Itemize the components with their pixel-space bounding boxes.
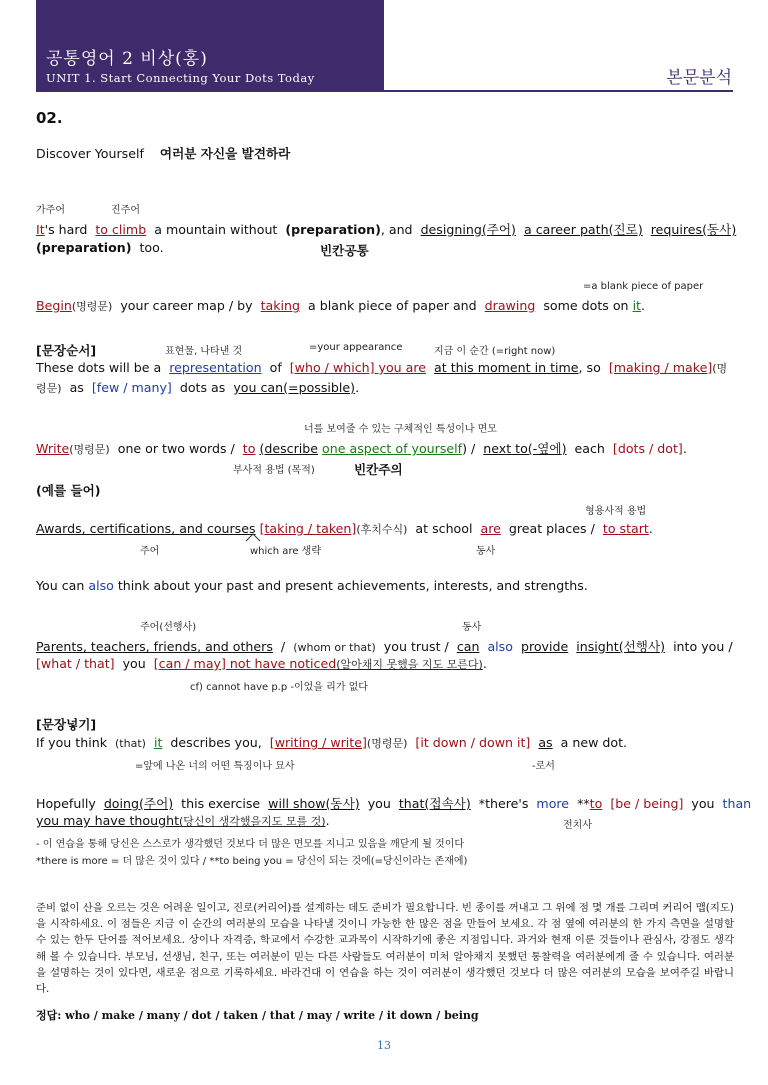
annotation: 형용사적 용법	[585, 506, 647, 517]
translation: *there is more = 더 많은 것이 있다 / **to being you = 당신이 되는 것에(=당신이라는 존재에)	[36, 856, 468, 867]
annotation: 지금 이 순간 (=right now)	[434, 346, 556, 357]
annotation: 동사	[462, 622, 482, 633]
sentence-4	[36, 438, 687, 457]
sentence-9-line-2	[36, 813, 330, 829]
annotation: 주어	[140, 546, 160, 557]
word: each	[574, 441, 605, 456]
word: describes you,	[170, 735, 262, 750]
word: .	[641, 298, 646, 313]
annotation: 표현물, 나타낸 것	[165, 346, 243, 357]
page-number: 13	[377, 1039, 391, 1052]
word-preparation: (preparation)	[285, 222, 381, 237]
annotation: =a blank piece of paper	[583, 281, 704, 292]
annotation: cf) cannot have p.p -이었을 리가 없다	[190, 682, 368, 693]
passage-title	[36, 143, 290, 162]
label-example: (예를 들어)	[36, 483, 101, 498]
word-preparation: (preparation)	[36, 240, 132, 255]
label-sentence-order: [문장순서]	[36, 343, 97, 358]
word: 's hard	[44, 222, 88, 237]
word: you	[367, 796, 391, 811]
word: .	[682, 441, 687, 456]
korean-summary: 준비 없이 산을 오르는 것은 어려운 일이고, 진로(커리어)를 설계하는 데도 준비가 필요합니다. 빈 종이를 꺼내고 그 위에 점 몇 개를 그리며 커리어 맵(지도)을 시작하세요. 이 점들은 지금 이 순간의 여러분의 모습을 나타낼 것이니 가능한 한 많은 점을 만들어 보세요. 각 점 옆에 여러분의 한 가지 측면을 설명할 수 있는 한두 단어를 적어보세요. 상이나 자격증, 학교에서 수강한 교과목이 시작하기에 좋은 지점입니다. 과거와 현재 이룬 것들이나 관심사, 강점도 생각해 볼 수 있습니다. 부모님, 선생님, 친구, 또는 여러분이 믿는 다른 사람들도 여러분이 미처 알아채지 못했던 통찰력을 여러분에게 줄 수 있습니다. 여러분을 설명하는 것이 있다면, 새로운 점으로 기록하세요. 바라건대 이 연습을 하는 것이 여러분이 생각했던 것보다 더 많은 여러분의 모습을 보여주길 바랍니다.	[36, 902, 734, 996]
word-to: to	[589, 796, 603, 811]
word-awards: Awards, certifications, and courses	[36, 521, 256, 536]
insertion-caret-icon	[245, 532, 261, 542]
word-writing-write: [writing / write]	[269, 735, 367, 750]
word: /	[280, 639, 286, 654]
word: You can	[36, 578, 85, 593]
word-that: that(접속사)	[398, 796, 471, 811]
word-it: it	[632, 298, 641, 313]
word: think about your past and present achievements, interests, and strengths.	[117, 578, 588, 593]
word: , and	[380, 222, 413, 237]
word-moment: at this moment in time	[434, 360, 579, 375]
sentence-1-line-1	[36, 219, 736, 238]
sentence-7-line-1	[36, 636, 733, 655]
word-what-that: [what / that]	[36, 656, 115, 671]
annotation: 전치사	[563, 820, 592, 831]
word-more: more	[536, 796, 570, 811]
annotation: 너를 보여줄 수 있는 구체적인 특성이나 면모	[304, 424, 497, 435]
header-rule	[36, 90, 733, 92]
annotation: which are 생략	[250, 546, 321, 557]
word-describe: (describe	[259, 441, 319, 456]
sentence-1-line-2	[36, 240, 164, 255]
word: .	[482, 656, 487, 671]
word: one or two words /	[117, 441, 235, 456]
word-note: (명령문)	[366, 737, 408, 750]
word: ) /	[462, 441, 476, 456]
word-thought: you may have thought	[36, 813, 180, 828]
word-taking-taken: [taking / taken]	[259, 521, 357, 536]
header-title: 공통영어 2 비상(홍)	[46, 49, 208, 69]
word-making-make: [making / make]	[608, 360, 713, 375]
word: If you think	[36, 735, 107, 750]
word: your career map / by	[120, 298, 253, 313]
word-note: (후치수식)	[356, 523, 408, 536]
word-note: (명령문)	[69, 443, 110, 456]
title-ko: 여러분 자신을 발견하라	[159, 146, 291, 161]
word: a blank piece of paper and	[308, 298, 477, 313]
annotation: 주어(선행사)	[140, 622, 197, 633]
word: dots as	[179, 380, 226, 395]
word-drawing: drawing	[484, 298, 536, 313]
word-note: 령문)	[36, 382, 62, 395]
word-can: can	[456, 639, 480, 654]
word: **	[577, 796, 590, 811]
word-provide: provide	[520, 639, 569, 654]
word-note: (알아채지 못했을 지도 모른다)	[336, 658, 483, 671]
word-also: also	[88, 578, 114, 593]
header-section-label: 본문분석	[666, 68, 732, 88]
header-unit: UNIT 1. Start Connecting Your Dots Today	[46, 71, 315, 85]
sentence-8	[36, 735, 627, 751]
label-sentence-insert: [문장넣기]	[36, 717, 97, 732]
word-to-start: to start	[602, 521, 649, 536]
word-who-which: [who / which] you are	[289, 360, 427, 375]
annotation: 가주어	[36, 205, 65, 216]
word-note: (당신이 생각했을지도 모를 것)	[179, 815, 326, 828]
word-also: also	[487, 639, 513, 654]
word-as: as	[538, 735, 553, 750]
word-parents: Parents, teachers, friends, and others	[36, 639, 273, 654]
word-it-down: [it down / down it]	[415, 735, 531, 750]
translation: - 이 연습을 통해 당신은 스스로가 생각했던 것보다 더 많은 면모를 지니고 있음을 깨닫게 될 것이다	[36, 839, 465, 850]
word-to: to	[242, 441, 256, 456]
word: a new dot.	[560, 735, 628, 750]
word-note: (명	[712, 362, 728, 375]
annotation: 동사	[476, 546, 496, 557]
annotation: 부사적 용법 (목적)	[233, 465, 315, 476]
word-will-show: will show(동사)	[268, 796, 360, 811]
word: .	[355, 380, 360, 395]
word: you trust /	[383, 639, 449, 654]
word-representation: representation	[169, 360, 262, 375]
word: a mountain without	[154, 222, 278, 237]
annotation: -로서	[532, 761, 555, 772]
word: .	[325, 813, 330, 828]
word-are: are	[480, 521, 501, 536]
word-dots-dot: [dots / dot]	[612, 441, 683, 456]
header-banner	[36, 0, 384, 90]
word: *there's	[478, 796, 529, 811]
sentence-6	[36, 578, 588, 593]
word: at school	[415, 521, 473, 536]
word-taking: taking	[260, 298, 301, 313]
annotation-blank: 빈칸공통	[320, 243, 369, 258]
word-note: (명령문)	[71, 300, 113, 313]
word-can-may: [can / may] not have noticed	[153, 656, 337, 671]
word: some dots on	[543, 298, 629, 313]
word: of	[269, 360, 282, 375]
word-career-path: a career path(진로)	[524, 222, 643, 237]
title-en: Discover Yourself	[36, 146, 144, 161]
word: .	[648, 521, 653, 536]
word-note: (whom or that)	[293, 641, 376, 654]
word-it: it	[153, 735, 163, 750]
word-next-to: next to(-옆에)	[483, 441, 567, 456]
word-designing: designing(주어)	[420, 222, 516, 237]
word: you	[691, 796, 715, 811]
word: , so	[578, 360, 601, 375]
sentence-3-line-2	[36, 380, 359, 396]
word: as	[69, 380, 84, 395]
word: into you /	[673, 639, 733, 654]
word-to-climb: to climb	[95, 222, 147, 237]
word-aspect: one aspect of yourself	[322, 441, 463, 456]
word: you	[122, 656, 146, 671]
word-it: It	[36, 222, 45, 237]
word-note: (that)	[115, 737, 146, 750]
word-write: Write	[36, 441, 70, 456]
word-you-can: you can(=possible)	[233, 380, 356, 395]
sentence-3-line-1	[36, 360, 727, 376]
word-begin: Begin	[36, 298, 72, 313]
word: too.	[139, 240, 164, 255]
sentence-5	[36, 521, 653, 537]
annotation-caution: 빈칸주의	[354, 462, 403, 477]
word-insight: insight(선행사)	[576, 639, 666, 654]
word: great places /	[508, 521, 595, 536]
answer-key: 정답: who / make / many / dot / taken / that / may / write / it down / being	[36, 1009, 479, 1022]
word-be-being: [be / being]	[610, 796, 684, 811]
word: These dots will be a	[36, 360, 162, 375]
word-than: than	[722, 796, 752, 811]
section-number: 02.	[36, 109, 63, 127]
word: this exercise	[181, 796, 261, 811]
sentence-2	[36, 298, 645, 314]
word-few-many: [few / many]	[91, 380, 172, 395]
annotation: =your appearance	[309, 342, 403, 353]
annotation: =앞에 나온 너의 어떤 특징이나 묘사	[135, 761, 295, 772]
sentence-9-line-1	[36, 793, 751, 812]
word: Hopefully	[36, 796, 96, 811]
word-requires: requires(동사)	[650, 222, 737, 237]
sentence-7-line-2	[36, 656, 487, 672]
annotation: 진주어	[111, 205, 140, 216]
word-doing: doing(주어)	[103, 796, 174, 811]
